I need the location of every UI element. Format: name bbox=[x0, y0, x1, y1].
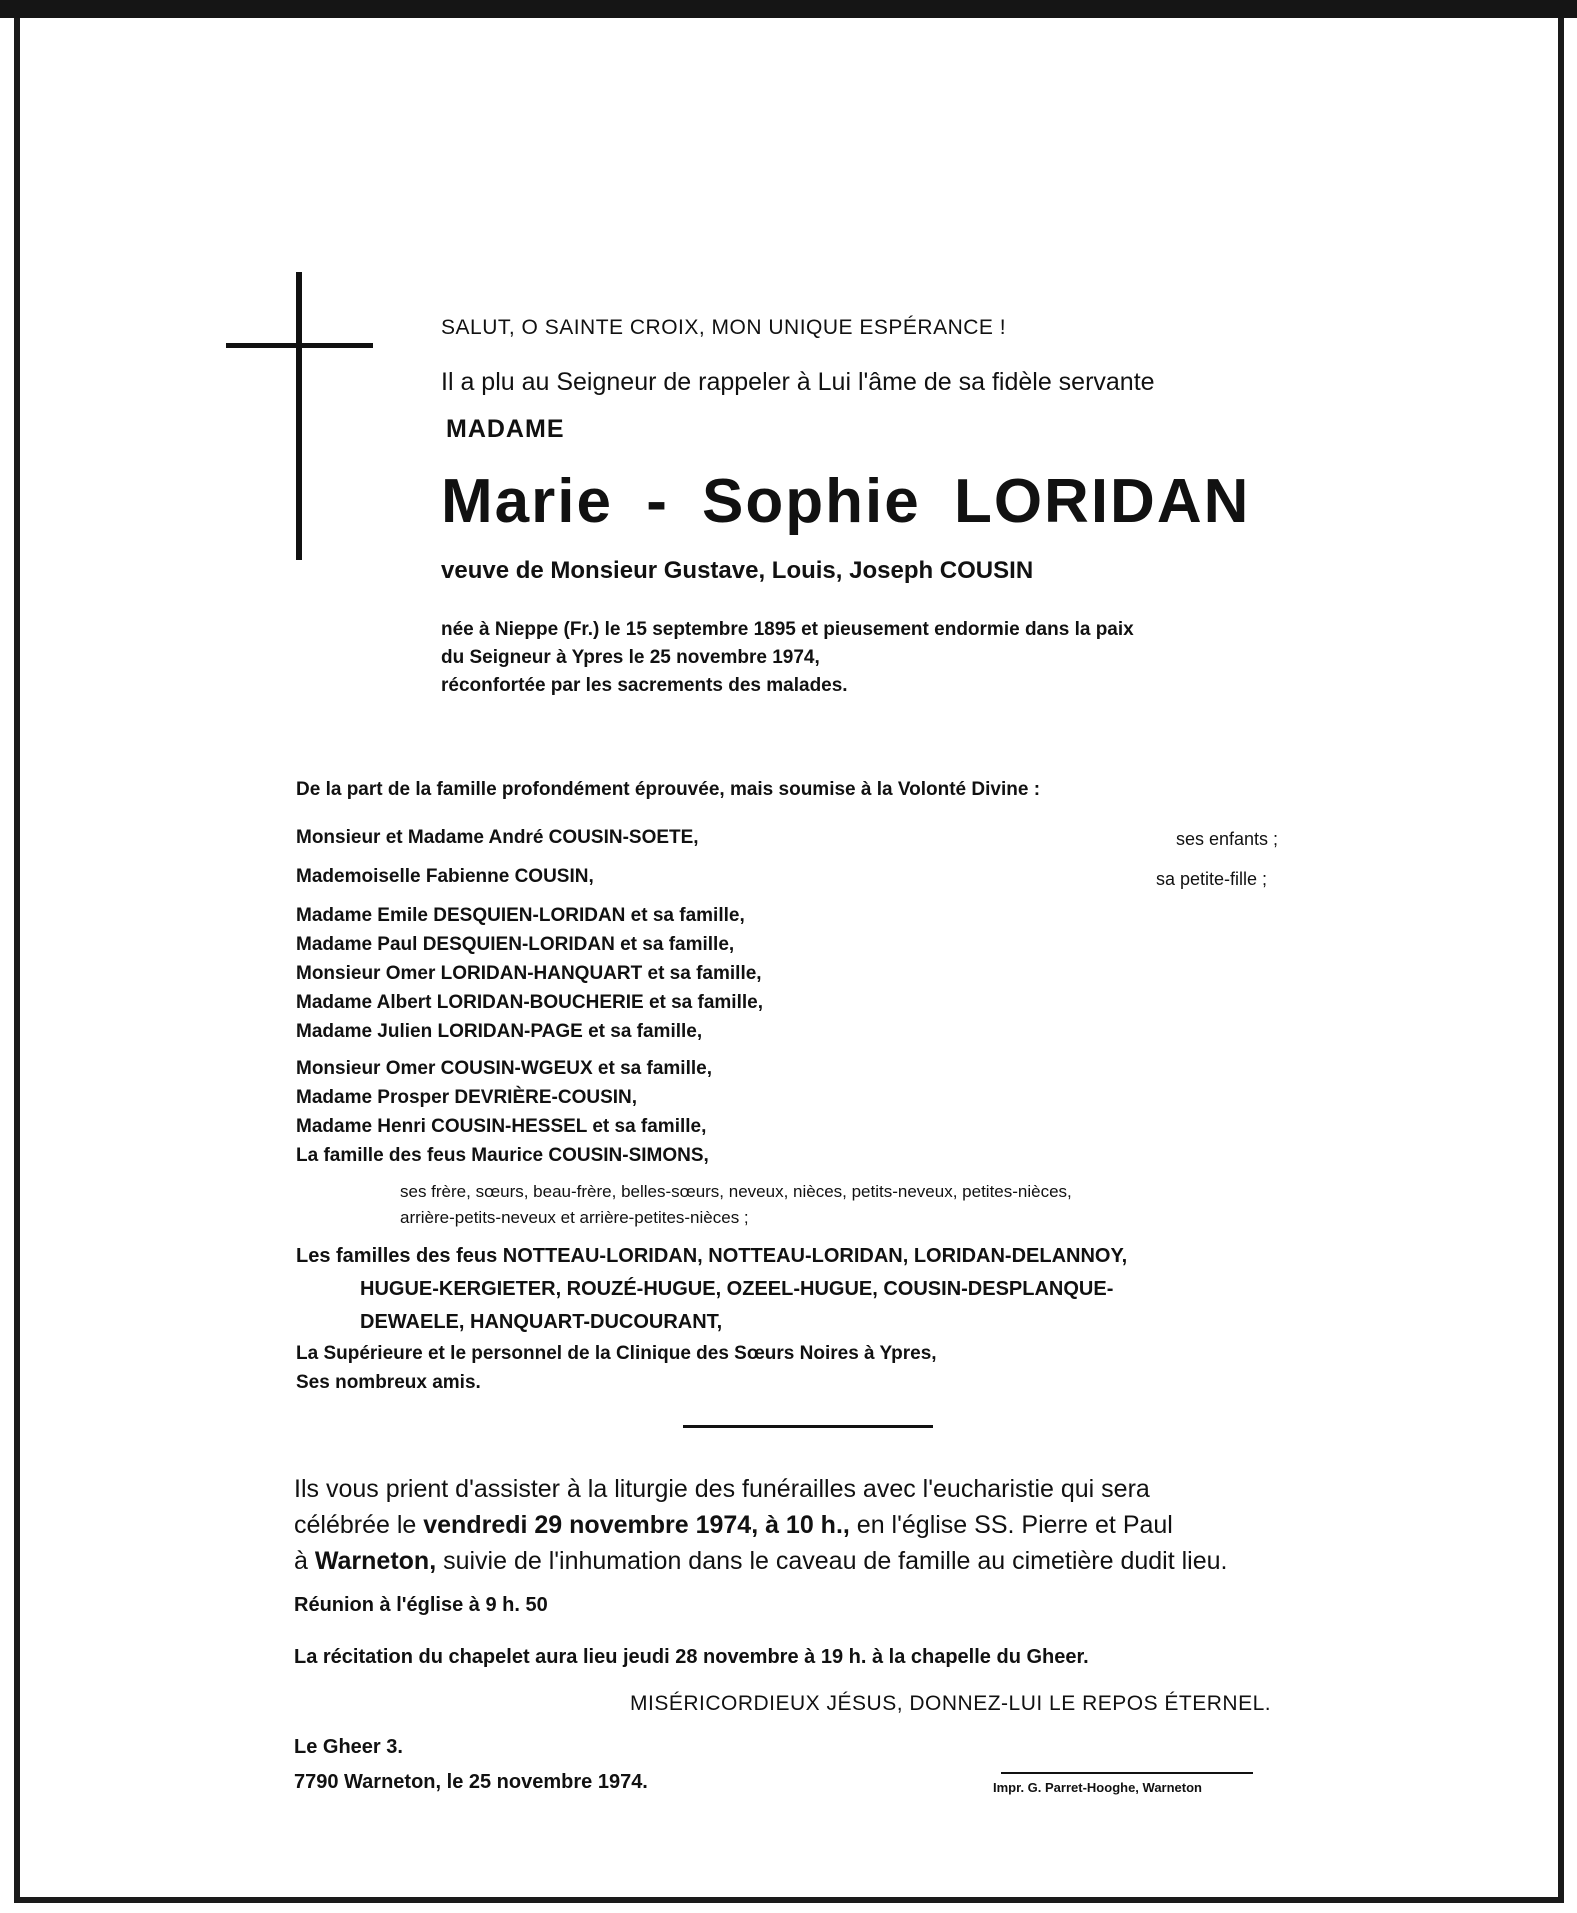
invite-line-2 bbox=[294, 1507, 1289, 1543]
intro-line: Il a plu au Seigneur de rappeler à Lui l'âme de sa fidèle servante bbox=[441, 368, 1155, 396]
families-line-1: Les familles des feus NOTTEAU-LORIDAN, NOTTEAU-LORIDAN, LORIDAN-DELANNOY, bbox=[296, 1245, 1128, 1267]
cross-horizontal-bar bbox=[226, 343, 373, 348]
border-right bbox=[1558, 18, 1564, 1903]
invite-text: en l'église SS. Pierre et Paul bbox=[849, 1511, 1173, 1539]
cross-vertical-bar bbox=[296, 272, 302, 560]
clinic-line: La Supérieure et le personnel de la Clinique des Sœurs Noires à Ypres, bbox=[296, 1343, 937, 1364]
relative-line: Madame Henri COUSIN-HESSEL et sa famille, bbox=[296, 1116, 707, 1137]
relative-line: La famille des feus Maurice COUSIN-SIMONS, bbox=[296, 1145, 709, 1166]
invite-text: célébrée le bbox=[294, 1511, 424, 1539]
relative-line: Madame Julien LORIDAN-PAGE et sa famille, bbox=[296, 1021, 703, 1042]
relation-granddaughter: sa petite-fille ; bbox=[1156, 869, 1268, 889]
place-date: 7790 Warneton, le 25 novembre 1974. bbox=[294, 1771, 648, 1793]
meeting-time: Réunion à l'église à 9 h. 50 bbox=[294, 1594, 548, 1616]
relation-children: ses enfants ; bbox=[1176, 829, 1279, 849]
printer-credit: Impr. G. Parret-Hooghe, Warneton bbox=[993, 1780, 1202, 1795]
relative-line: Monsieur Omer COUSIN-WGEUX et sa famille, bbox=[296, 1058, 712, 1079]
funeral-place: Warneton, bbox=[314, 1547, 437, 1575]
funeral-date: vendredi 29 novembre 1974, à 10 h., bbox=[423, 1511, 850, 1539]
family-intro: De la part de la famille profondément éprouvée, mais soumise à la Volonté Divine : bbox=[296, 779, 1041, 800]
salut-line: SALUT, O SAINTE CROIX, MON UNIQUE ESPÉRANCE ! bbox=[441, 316, 1007, 339]
rosary-notice: La récitation du chapelet aura lieu jeudi 28 novembre à 19 h. à la chapelle du Gheer. bbox=[294, 1646, 1089, 1668]
relative-line: Madame Albert LORIDAN-BOUCHERIE et sa famille, bbox=[296, 992, 763, 1013]
relatives-detail-line: ses frère, sœurs, beau-frère, belles-sœurs, neveux, nièces, petits-neveux, petites-nièces, bbox=[400, 1182, 1072, 1201]
family-children: Monsieur et Madame André COUSIN-SOETE, bbox=[296, 827, 699, 848]
section-divider bbox=[683, 1425, 933, 1428]
printer-rule bbox=[1001, 1772, 1253, 1774]
families-line-3: DEWAELE, HANQUART-DUCOURANT, bbox=[360, 1311, 723, 1333]
address: Le Gheer 3. bbox=[294, 1736, 403, 1758]
birth-death-details bbox=[441, 616, 1134, 700]
scan-edge-top bbox=[0, 0, 1577, 18]
friends-line: Ses nombreux amis. bbox=[296, 1372, 481, 1393]
widow-line: veuve de Monsieur Gustave, Louis, Joseph COUSIN bbox=[441, 557, 1034, 584]
funeral-invitation bbox=[294, 1471, 1289, 1579]
details-line-1: née à Nieppe (Fr.) le 15 septembre 1895 et pieusement endormie dans la paix bbox=[441, 619, 1134, 640]
border-left bbox=[14, 18, 20, 1903]
border-bottom bbox=[14, 1897, 1564, 1903]
families-line-2: HUGUE-KERGIETER, ROUZÉ-HUGUE, OZEEL-HUGUE, COUSIN-DESPLANQUE- bbox=[360, 1278, 1114, 1300]
title-madame: MADAME bbox=[446, 415, 565, 443]
deceased-name: Marie - Sophie LORIDAN bbox=[441, 467, 1251, 536]
details-line-3: réconfortée par les sacrements des malades. bbox=[441, 675, 848, 696]
families-list bbox=[296, 1240, 1296, 1339]
relative-line: Madame Emile DESQUIEN-LORIDAN et sa famille, bbox=[296, 905, 745, 926]
invite-line-1: Ils vous prient d'assister à la liturgie des funérailles avec l'eucharistie qui sera bbox=[294, 1475, 1150, 1503]
relatives-detail-line: arrière-petits-neveux et arrière-petites-nièces ; bbox=[400, 1208, 749, 1227]
family-granddaughter: Mademoiselle Fabienne COUSIN, bbox=[296, 866, 594, 887]
relative-line: Monsieur Omer LORIDAN-HANQUART et sa famille, bbox=[296, 963, 762, 984]
details-line-2: du Seigneur à Ypres le 25 novembre 1974, bbox=[441, 647, 820, 668]
relative-line: Madame Paul DESQUIEN-LORIDAN et sa famille, bbox=[296, 934, 735, 955]
invite-text: à bbox=[294, 1547, 315, 1575]
closing-prayer: MISÉRICORDIEUX JÉSUS, DONNEZ-LUI LE REPOS ÉTERNEL. bbox=[630, 1692, 1272, 1715]
invite-text: suivie de l'inhumation dans le caveau de famille au cimetière dudit lieu. bbox=[436, 1547, 1228, 1575]
invite-line-3 bbox=[294, 1543, 1289, 1579]
relative-line: Madame Prosper DEVRIÈRE-COUSIN, bbox=[296, 1087, 638, 1108]
